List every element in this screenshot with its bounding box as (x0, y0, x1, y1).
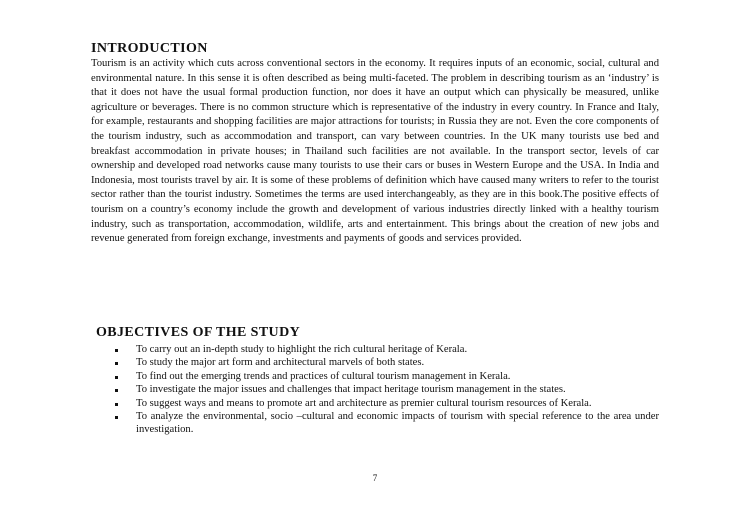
bullet-icon (115, 403, 118, 406)
bullet-icon (115, 349, 118, 352)
introduction-paragraph: Tourism is an activity which cuts across conventional sectors in the economy. It requires inputs of an economic, social, cultural and environmental nature. In this sense it is often described as being multi-faceted. The problem in describing tourism as an ‘industry’ is that it does not have the usual formal production function, nor does it have an output which can physically be measured, unlike agriculture or beverages. There is no common structure which is representative of the industry in every country. In France and Italy, for example, restaurants and shopping facilities are major attractions for tourists; in Russia they are not. Even the core components of the tourism industry, such as accommodation and transport, can vary between countries. In the UK many tourists use bed and breakfast accommodation in private houses; in Thailand such facilities are not available. In the transport sector, levels of car ownership and developed road networks cause many tourists to use their cars or buses in Western Europe and the USA. In India and Indonesia, most tourists travel by air. It is some of these problems of definition which have caused many writers to refer to the tourist sector rather than the tourist industry. Sometimes the terms are used interchangeably, as they are in this book.The positive effects of tourism on a country’s economy include the growth and development of various industries directly linked with a healthy tourism industry, such as transportation, accommodation, wildlife, arts and entertainment. This brings about the creation of new jobs and revenue generated from foreign exchange, investments and payments of goods and services provided. (91, 58, 659, 245)
introduction-heading: INTRODUCTION (91, 41, 208, 56)
objective-item (113, 398, 659, 411)
objective-item (113, 384, 659, 397)
page-number: 7 (372, 473, 378, 483)
objective-text: To find out the emerging trends and practices of cultural tourism management in Kerala. (136, 370, 511, 382)
objective-item (113, 411, 659, 437)
objective-item (113, 371, 659, 384)
objective-text: To study the major art form and architectural marvels of both states. (136, 357, 425, 369)
objective-text: To suggest ways and means to promote art and architecture as premier cultural tourism resources of Kerala. (136, 397, 592, 409)
objective-item (113, 344, 659, 357)
objectives-list (113, 344, 659, 437)
bullet-icon (115, 362, 118, 365)
bullet-icon (115, 416, 118, 419)
bullet-icon (115, 376, 118, 379)
objectives-heading: OBJECTIVES OF THE STUDY (96, 325, 301, 340)
bullet-icon (115, 389, 118, 392)
objective-text: To investigate the major issues and challenges that impact heritage tourism management in the states. (136, 384, 566, 396)
objective-text: To analyze the environmental, socio –cultural and economic impacts of tourism with special reference to the area under investigation. (136, 410, 659, 435)
objective-text: To carry out an in-depth study to highlight the rich cultural heritage of Kerala. (136, 344, 468, 355)
objective-item (113, 357, 659, 370)
